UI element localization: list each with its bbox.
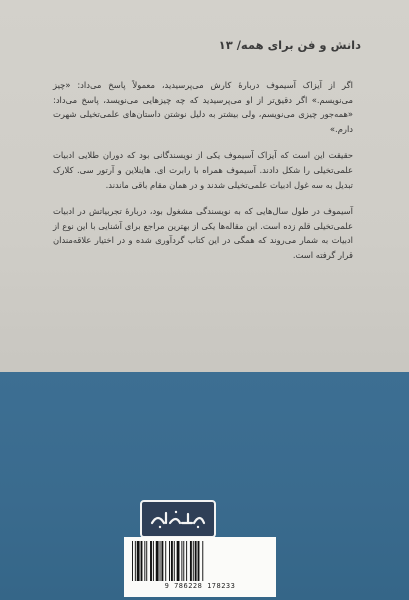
barcode-digits: 9 786228 178233 xyxy=(164,582,236,590)
blurb-paragraph-1: اگر از آیزاک آسیموف دربارهٔ کارش می‌پرسیدید، معمولاً پاسخ می‌داد: «چیز می‌نویسم.» اگر دقیق‌تر از او می‌پرسیدید که چه چیزهایی می‌نویسد، پاسخ می‌داد: «همه‌جور چیزی می‌نویسم، ولی بیشتر به دلیل نوشتن داستان‌های علمی‌تخیلی شهرت دارم.» xyxy=(53,80,353,134)
blurb-paragraph-3: آسیموف در طول سال‌هایی که به نویسندگی مشغول بود، دربارهٔ تجربیاتش در ادبیات علمی‌تخیلی قلم زده است. این مقاله‌ها یکی از بهترین مراجع برای آشنایی با این نوع از ادبیات به شمار می‌روند که همگی در این کتاب گردآوری شده و در اختیار علاقه‌مندان قرار گرفته است. xyxy=(53,206,353,260)
publisher-logo-icon xyxy=(148,507,208,531)
publisher-logo xyxy=(140,500,216,538)
isbn-barcode xyxy=(124,537,276,597)
series-title: دانش و فن برای همه/ ۱۳ xyxy=(218,38,361,52)
blurb-text xyxy=(53,78,353,275)
blurb-paragraph-2: حقیقت این است که آیزاک آسیموف یکی از نویسندگانی بود که دوران طلایی ادبیات علمی‌تخیلی را شکل دادند. آسیموف همراه با رابرت ای. هاینلاین و آرتور سی. کلارک تبدیل به سه غول ادبیات علمی‌تخیلی شدند و در همان مقام باقی ماندند. xyxy=(53,150,353,190)
barcode-bars xyxy=(130,541,270,581)
